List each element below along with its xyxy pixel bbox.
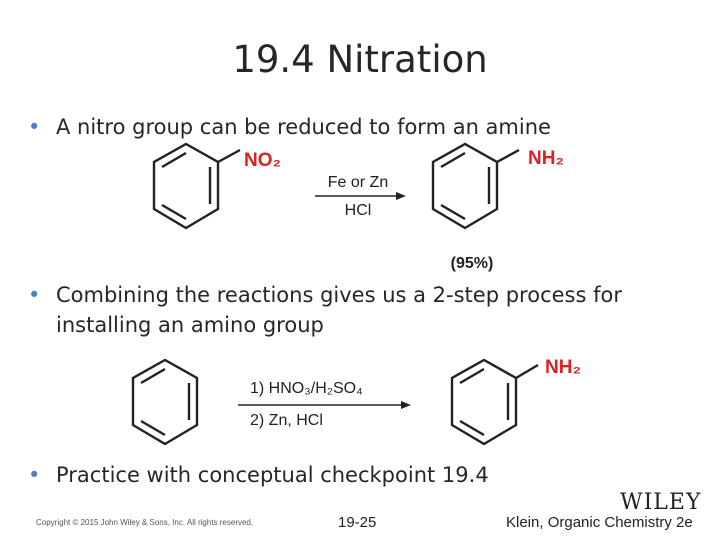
yield-label: (95%) xyxy=(450,255,494,272)
reaction-1-diagram xyxy=(0,140,720,275)
bullet-dot-icon: • xyxy=(28,115,41,139)
arrowhead-icon xyxy=(401,401,411,409)
amino-group-label: NH₂ xyxy=(528,148,564,169)
step-1-label: 1) HNO₃/H₂SO₄ xyxy=(250,380,363,397)
bullet-1 xyxy=(28,112,688,142)
nitro-group-label: NO₂ xyxy=(244,150,281,171)
arrowhead-icon xyxy=(396,192,406,200)
reaction-2-diagram xyxy=(0,345,720,455)
aniline-bond xyxy=(516,365,538,378)
book-reference: Klein, Organic Chemistry 2e xyxy=(506,514,693,531)
reagent-top-label: Fe or Zn xyxy=(327,174,389,191)
amino-group-label-2: NH₂ xyxy=(545,357,581,378)
copyright-text: Copyright © 2015 John Wiley & Sons, Inc. All rights reserved. xyxy=(36,518,254,527)
bullet-dot-icon: • xyxy=(28,283,41,307)
wiley-logo: WILEY xyxy=(620,490,702,515)
bullet-1-text: A nitro group can be reduced to form an amine xyxy=(56,115,551,139)
aniline-benzene-ring xyxy=(452,360,516,444)
page-number: 19-25 xyxy=(338,514,377,531)
bullet-2-text: Combining the reactions gives us a 2-step process for installing an amino group xyxy=(56,283,622,337)
reagent-bottom-label: HCl xyxy=(344,202,372,219)
product-bond xyxy=(497,150,519,162)
bullet-3 xyxy=(28,460,688,490)
starting-benzene-ring xyxy=(133,360,197,444)
reactant-bond xyxy=(218,150,240,162)
bullet-dot-icon: • xyxy=(28,463,41,487)
product-benzene-ring xyxy=(433,144,497,228)
reactant-benzene-ring xyxy=(154,144,218,228)
bullet-2 xyxy=(28,280,688,340)
bullet-3-text: Practice with conceptual checkpoint 19.4 xyxy=(56,463,489,487)
slide-title: 19.4 Nitration xyxy=(232,38,488,81)
step-2-label: 2) Zn, HCl xyxy=(250,412,323,429)
